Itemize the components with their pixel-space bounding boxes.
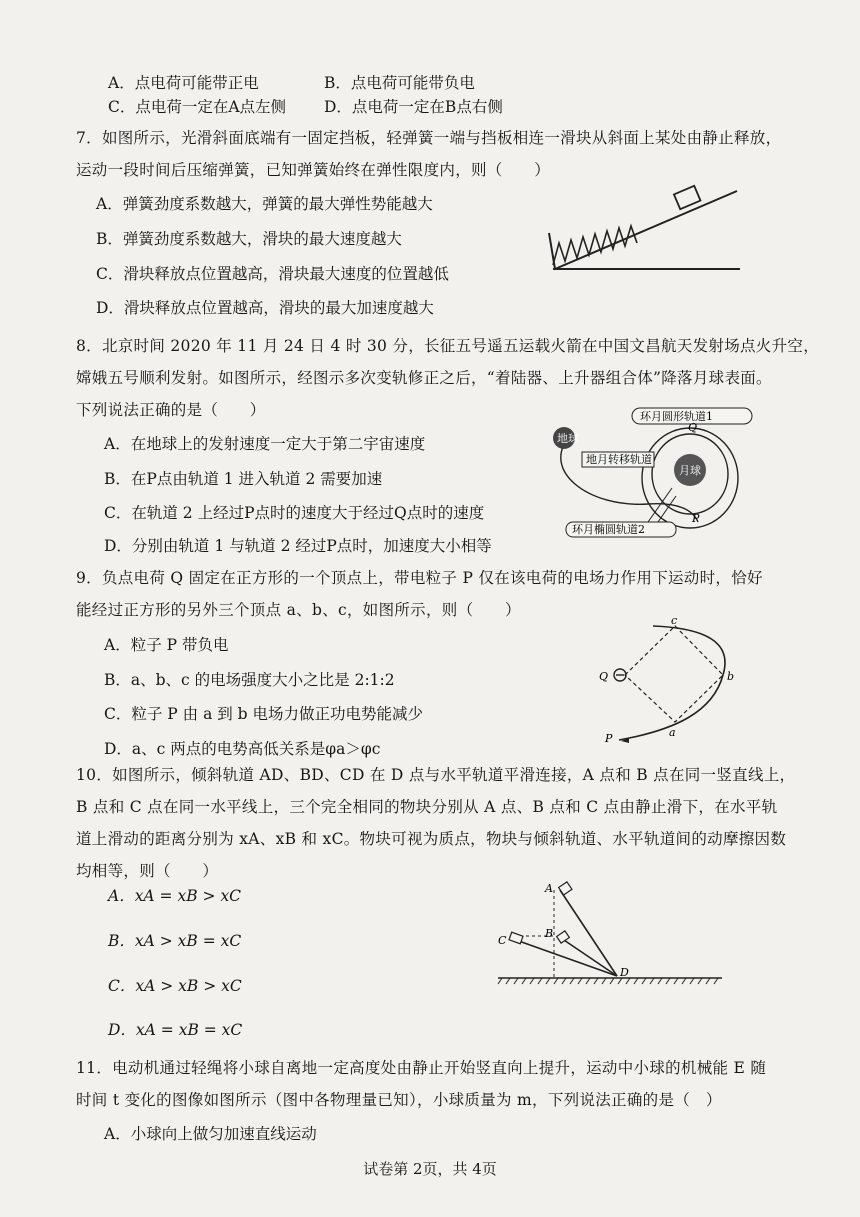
- q8-option-a: A．在地球上的发射速度一定大于第二宇宙速度: [104, 435, 426, 453]
- q7-incline-spring-figure: [545, 185, 745, 280]
- point-d-label: D: [620, 966, 629, 979]
- earth-label: 地球: [557, 432, 579, 445]
- moon-label: 月球: [679, 464, 701, 477]
- q10-stem-line-2: B 点和 C 点在同一水平线上，三个完全相同的物块分别从 A 点、B 点和 C 点由静止滑下，在水平轨: [76, 798, 778, 816]
- q9-option-b: B．a、b、c 的电场强度大小之比是 2:1:2: [104, 671, 395, 689]
- q8-option-d: D．分别由轨道 1 与轨道 2 经过P点时，加速度大小相等: [104, 537, 492, 555]
- q10-option-c: C．xA > xB > xC: [108, 977, 242, 995]
- q7-stem-line-1: 7．如图所示，光滑斜面底端有一固定挡板，轻弹簧一端与挡板相连一滑块从斜面上某处由静止释放，: [76, 129, 782, 147]
- q11-stem-line-2: 时间 t 变化的图像如图所示（图中各物理量已知），小球质量为 m，下列说法正确的是（ ）: [76, 1091, 722, 1109]
- q6-option-d: D．点电荷一定在B点右侧: [324, 98, 503, 116]
- page-footer: 试卷第 2页，共 4页: [363, 1160, 497, 1178]
- point-p-label: P: [692, 512, 700, 525]
- q8-option-c: C．在轨道 2 上经过P点时的速度大于经过Q点时的速度: [104, 504, 485, 522]
- q9-stem-line-2: 能经过正方形的另外三个顶点 a、b、c，如图所示，则（ ）: [76, 601, 521, 619]
- q10-option-a: A．xA = xB > xC: [108, 887, 242, 905]
- q8-orbit-figure: [548, 400, 758, 545]
- q7-option-a: A．弹簧劲度系数越大，弹簧的最大弹性势能越大: [96, 195, 433, 213]
- q9-option-a: A．粒子 P 带负电: [104, 636, 229, 654]
- charge-q-label: Q: [599, 670, 609, 683]
- point-a-label: A: [545, 882, 553, 895]
- q9-option-d: D．a、c 两点的电势高低关系是φa＞φc: [104, 740, 381, 758]
- point-b-label: b: [727, 670, 735, 683]
- q10-option-d: D．xA = xB = xC: [108, 1021, 243, 1039]
- point-c-label: c: [671, 614, 678, 627]
- q8-stem-line-2: 嫦娥五号顺利发射。如图所示，经图示多次变轨修正之后，“着陆器、上升器组合体”降落月球表面。: [76, 369, 772, 387]
- transfer-orbit-label: 地月转移轨道: [586, 453, 652, 466]
- q11-stem-line-1: 11．电动机通过轻绳将小球自离地一定高度处由静止开始竖直向上提升，运动中小球的机械能 E 随: [76, 1059, 767, 1077]
- q10-option-b: B．xA > xB = xC: [108, 932, 242, 950]
- q8-stem-line-1: 8．北京时间 2020 年 11 月 24 日 4 时 30 分，长征五号遥五运载火箭在中国文昌航天发射场点火升空，: [76, 337, 820, 355]
- track-bd: [558, 936, 617, 976]
- q7-stem-line-2: 运动一段时间后压缩弹簧，已知弹簧始终在弹性限度内，则（ ）: [76, 161, 551, 179]
- track-ad: [560, 890, 617, 976]
- q7-option-d: D．滑块释放点位置越高，滑块的最大加速度越大: [96, 299, 434, 317]
- particle-p-label: P: [605, 732, 613, 745]
- q8-stem-line-3: 下列说法正确的是（ ）: [76, 401, 266, 419]
- point-q-label: Q: [688, 421, 698, 434]
- q11-option-a: A．小球向上做匀加速直线运动: [104, 1125, 317, 1143]
- q7-option-b: B．弹簧劲度系数越大，滑块的最大速度越大: [96, 230, 402, 248]
- q6-option-b: B．点电荷可能带负电: [324, 74, 475, 92]
- q10-stem-line-4: 均相等，则（ ）: [76, 862, 219, 880]
- q9-stem-line-1: 9．负点电荷 Q 固定在正方形的一个顶点上，带电粒子 P 仅在该电荷的电场力作用下运动时，恰好: [76, 569, 763, 587]
- q10-stem-line-1: 10．如图所示，倾斜轨道 AD、BD、CD 在 D 点与水平轨道平滑连接，A 点和 B 点在同一竖直线上，: [76, 766, 796, 784]
- point-b-label: B: [545, 927, 554, 940]
- particle-trajectory: [619, 626, 725, 740]
- point-a-label: a: [669, 726, 676, 739]
- q7-option-c: C．滑块释放点位置越高，滑块最大速度的位置越低: [96, 265, 449, 283]
- orbit-1-label: 环月圆形轨道1: [640, 410, 713, 423]
- track-cd: [516, 940, 617, 976]
- orbit-2-label: 环月椭圆轨道2: [572, 523, 645, 536]
- q10-stem-line-3: 道上滑动的距离分别为 xA、xB 和 xC。物块可视为质点，物块与倾斜轨道、水平轨道间的动摩擦因数: [76, 830, 787, 848]
- point-c-label: C: [498, 934, 507, 947]
- q6-option-c: C．点电荷一定在A点左侧: [108, 98, 287, 116]
- q10-track-figure: [496, 880, 726, 992]
- q8-option-b: B．在P点由轨道 1 进入轨道 2 需要加速: [104, 470, 383, 488]
- q6-option-a: A．点电荷可能带正电: [108, 74, 259, 92]
- q9-field-figure: [595, 612, 755, 747]
- q9-option-c: C．粒子 P 由 a 到 b 电场力做正功电势能减少: [104, 705, 424, 723]
